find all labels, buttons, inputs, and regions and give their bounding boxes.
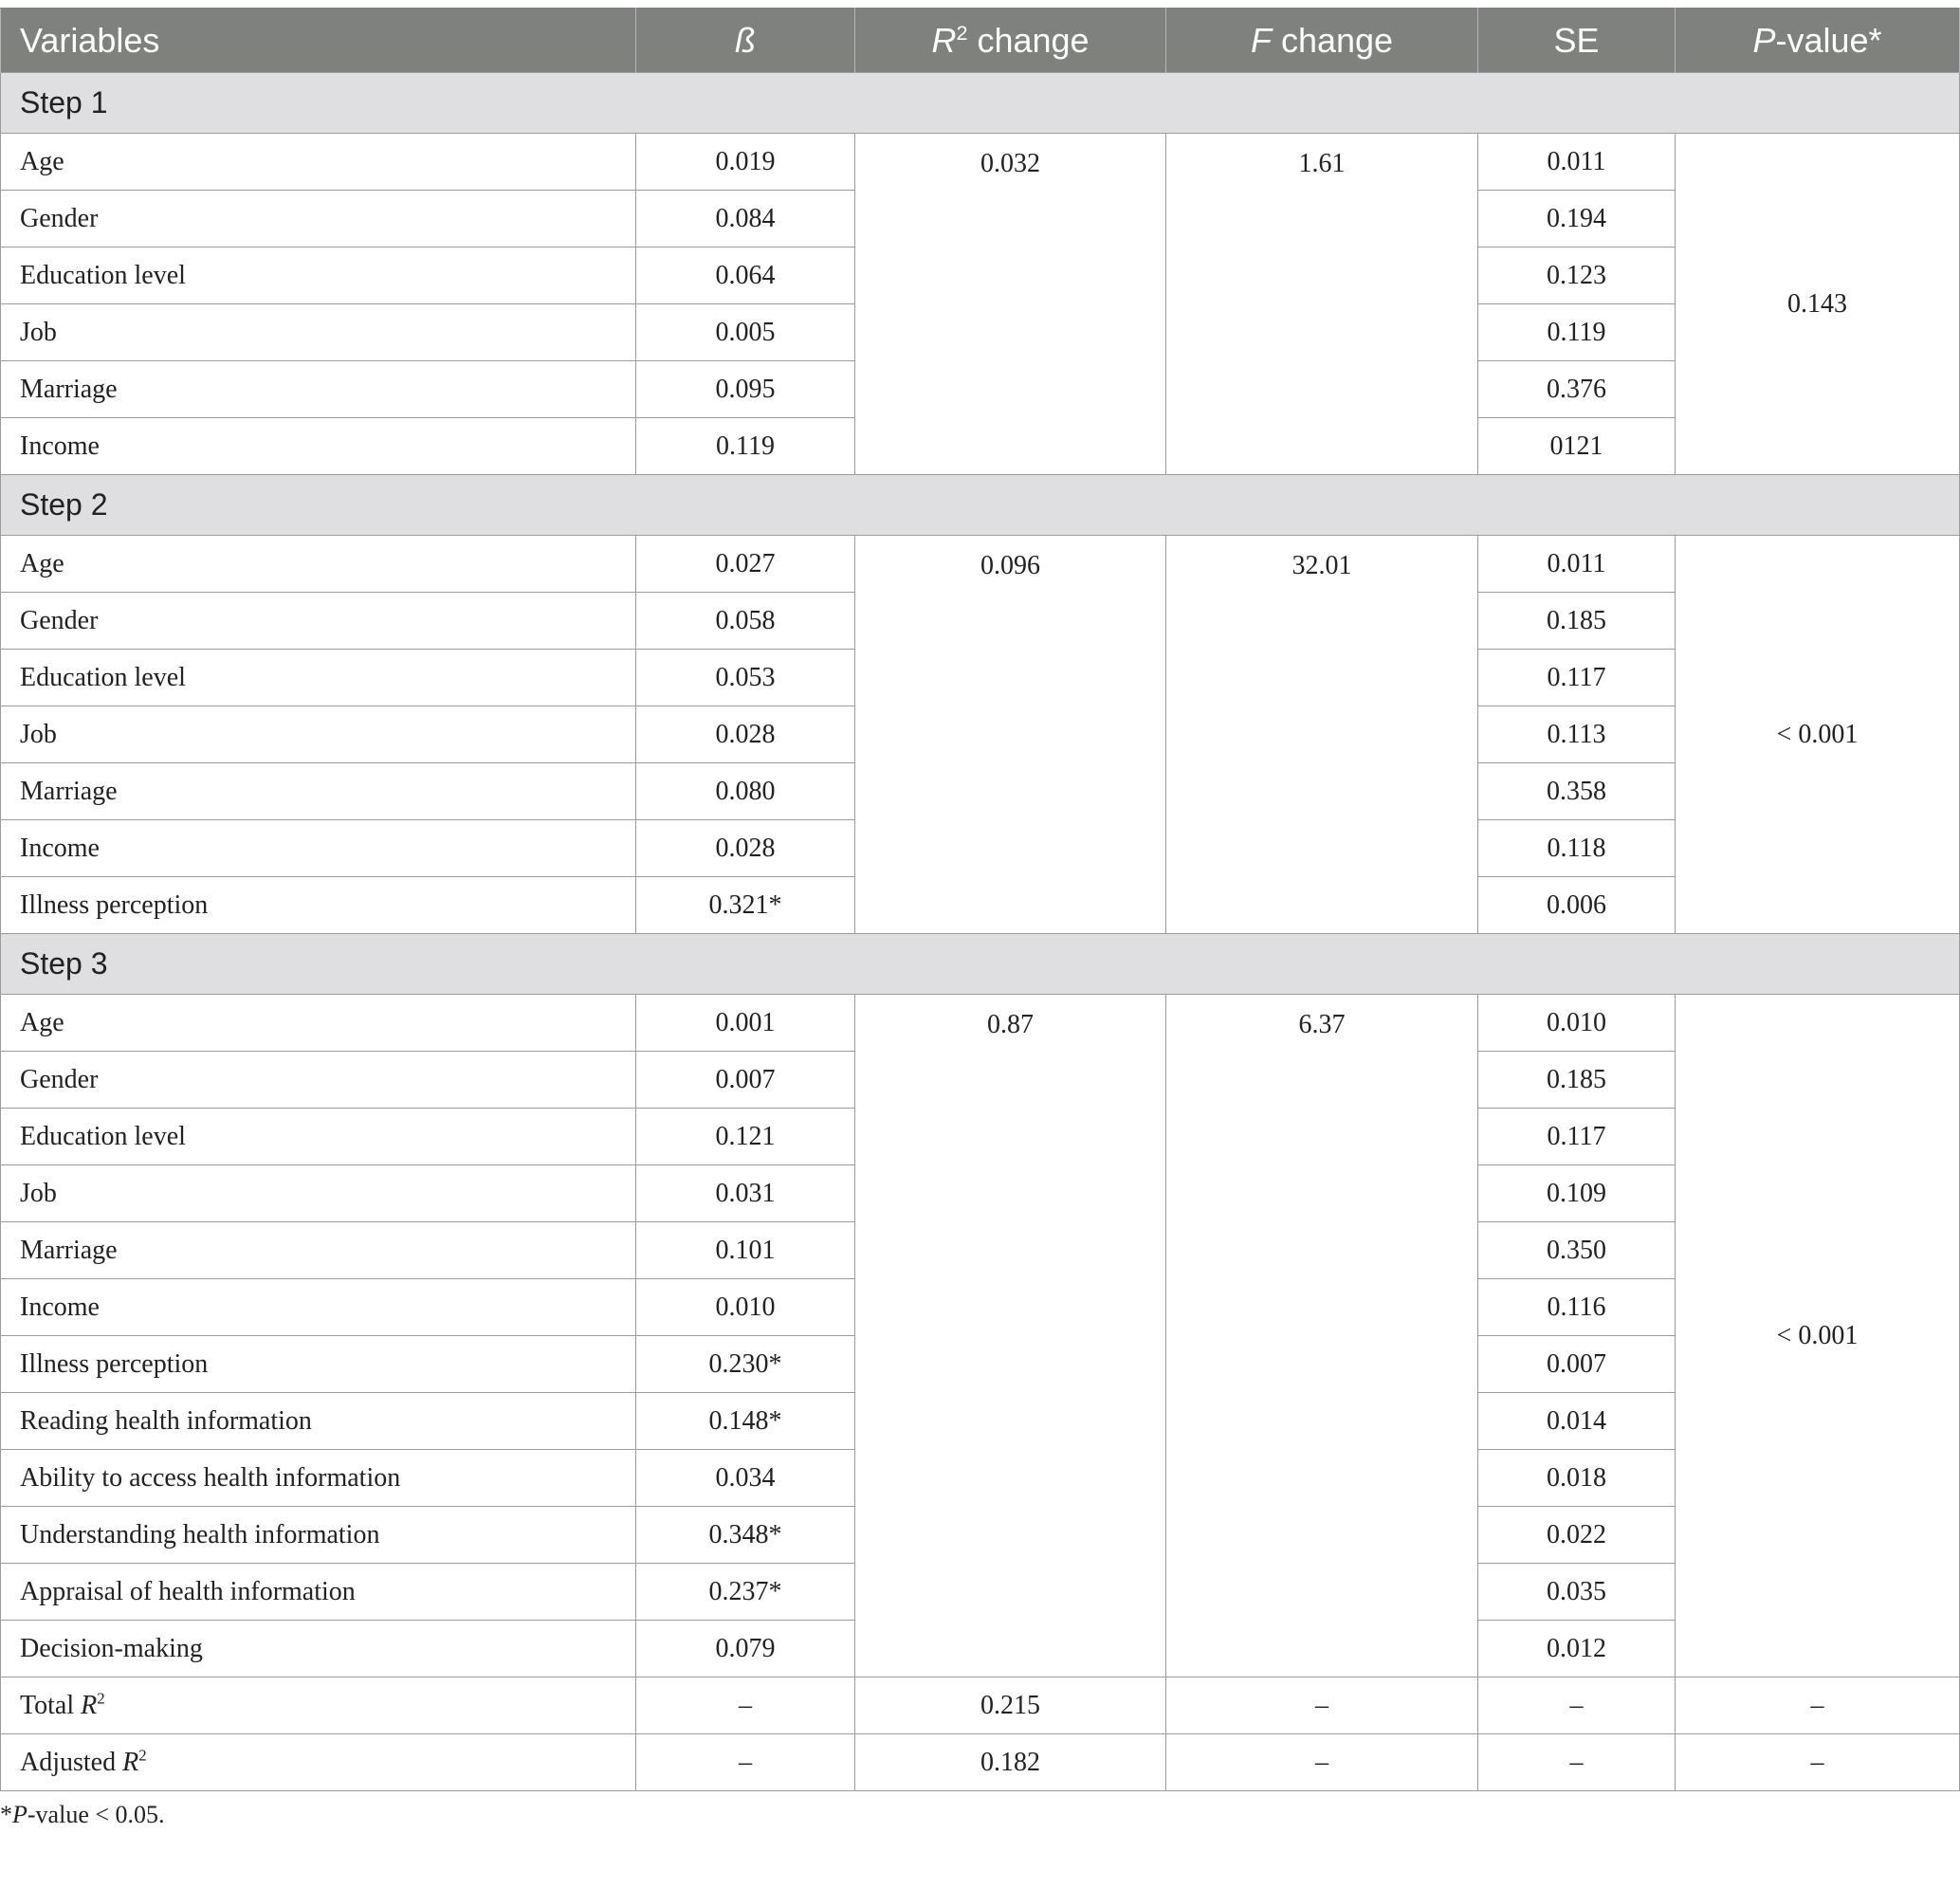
variable-name: Marriage [1, 1222, 636, 1279]
se-value: 0.376 [1478, 361, 1676, 418]
header-beta-symbol: ß [735, 20, 756, 60]
se-value: 0121 [1478, 418, 1676, 475]
se-value: 0.350 [1478, 1222, 1676, 1279]
se-value: 0.123 [1478, 247, 1676, 304]
variable-name: Age [1, 536, 636, 593]
table-row [1, 134, 1960, 191]
summary-f-change: – [1166, 1734, 1478, 1791]
step-3-p-value: < 0.001 [1676, 995, 1960, 1677]
variable-name: Education level [1, 1109, 636, 1165]
variable-name: Gender [1, 593, 636, 650]
se-value: 0.022 [1478, 1507, 1676, 1564]
beta-value: 0.321* [636, 877, 855, 934]
variable-name: Understanding health information [1, 1507, 636, 1564]
table-footnote [0, 1801, 1960, 1829]
se-value: 0.185 [1478, 1052, 1676, 1109]
summary-p-value: – [1676, 1677, 1960, 1734]
header-r2-text: change [967, 20, 1090, 60]
se-value: 0.035 [1478, 1564, 1676, 1621]
step-1-label: Step 1 [1, 73, 1960, 134]
step-2-header-row [1, 475, 1960, 536]
se-value: 0.006 [1478, 877, 1676, 934]
variable-name: Education level [1, 247, 636, 304]
se-value: 0.116 [1478, 1279, 1676, 1336]
header-beta [636, 9, 855, 73]
beta-value: 0.348* [636, 1507, 855, 1564]
se-value: 0.012 [1478, 1621, 1676, 1677]
summary-f-change: – [1166, 1677, 1478, 1734]
se-value: 0.117 [1478, 1109, 1676, 1165]
variable-name: Income [1, 418, 636, 475]
summary-label [1, 1734, 636, 1791]
se-value: 0.119 [1478, 304, 1676, 361]
step-3-label: Step 3 [1, 934, 1960, 995]
table-row [1, 536, 1960, 593]
summary-beta: – [636, 1677, 855, 1734]
beta-value: 0.028 [636, 820, 855, 877]
variable-name: Marriage [1, 763, 636, 820]
summary-r2-change: 0.182 [855, 1734, 1166, 1791]
header-r2-superscript: 2 [956, 20, 968, 45]
beta-value: 0.064 [636, 247, 855, 304]
beta-value: 0.148* [636, 1393, 855, 1450]
beta-value: 0.230* [636, 1336, 855, 1393]
beta-value: 0.007 [636, 1052, 855, 1109]
summary-p-value: – [1676, 1734, 1960, 1791]
se-value: 0.358 [1478, 763, 1676, 820]
table-header [1, 9, 1960, 73]
variable-name: Illness perception [1, 877, 636, 934]
variable-name: Illness perception [1, 1336, 636, 1393]
beta-value: 0.084 [636, 191, 855, 247]
summary-row [1, 1677, 1960, 1734]
variable-name: Appraisal of health information [1, 1564, 636, 1621]
variable-name: Reading health information [1, 1393, 636, 1450]
beta-value: 0.101 [636, 1222, 855, 1279]
beta-value: 0.121 [636, 1109, 855, 1165]
step-3-f-change: 6.37 [1166, 995, 1478, 1677]
se-value: 0.109 [1478, 1165, 1676, 1222]
variable-name: Job [1, 1165, 636, 1222]
footnote-star: * [0, 1801, 12, 1828]
summary-label-symbol: R [81, 1690, 98, 1720]
summary-label-superscript: 2 [138, 1746, 147, 1765]
header-f-change [1166, 9, 1478, 73]
beta-value: 0.028 [636, 706, 855, 763]
step-3-header-row [1, 934, 1960, 995]
step-2-label: Step 2 [1, 475, 1960, 536]
beta-value: 0.058 [636, 593, 855, 650]
footnote-text: -value < 0.05. [27, 1801, 165, 1828]
summary-se: – [1478, 1734, 1676, 1791]
variable-name: Job [1, 706, 636, 763]
se-value: 0.117 [1478, 650, 1676, 706]
summary-row [1, 1734, 1960, 1791]
se-value: 0.018 [1478, 1450, 1676, 1507]
variable-name: Job [1, 304, 636, 361]
se-value: 0.014 [1478, 1393, 1676, 1450]
regression-table-container [0, 8, 1960, 1829]
beta-value: 0.080 [636, 763, 855, 820]
variable-name: Decision-making [1, 1621, 636, 1677]
beta-value: 0.005 [636, 304, 855, 361]
summary-label-symbol: R [122, 1747, 139, 1777]
summary-se: – [1478, 1677, 1676, 1734]
step-2-p-value: < 0.001 [1676, 536, 1960, 934]
variable-name: Education level [1, 650, 636, 706]
step-1-p-value: 0.143 [1676, 134, 1960, 475]
beta-value: 0.010 [636, 1279, 855, 1336]
se-value: 0.007 [1478, 1336, 1676, 1393]
header-f-symbol: F [1250, 20, 1272, 60]
summary-r2-change: 0.215 [855, 1677, 1166, 1734]
beta-value: 0.095 [636, 361, 855, 418]
beta-value: 0.053 [636, 650, 855, 706]
se-value: 0.118 [1478, 820, 1676, 877]
summary-label-superscript: 2 [97, 1689, 105, 1708]
variable-name: Gender [1, 1052, 636, 1109]
step-2-r2-change: 0.096 [855, 536, 1166, 934]
variable-name: Income [1, 1279, 636, 1336]
header-r2-symbol: R [931, 20, 957, 60]
step-3-r2-change: 0.87 [855, 995, 1166, 1677]
beta-value: 0.079 [636, 1621, 855, 1677]
hierarchical-regression-table [0, 8, 1960, 1791]
variable-name: Marriage [1, 361, 636, 418]
header-f-text: change [1271, 20, 1394, 60]
beta-value: 0.031 [636, 1165, 855, 1222]
beta-value: 0.027 [636, 536, 855, 593]
se-value: 0.185 [1478, 593, 1676, 650]
summary-label [1, 1677, 636, 1734]
step-1-f-change: 1.61 [1166, 134, 1478, 475]
step-1-header-row [1, 73, 1960, 134]
se-value: 0.011 [1478, 134, 1676, 191]
variable-name: Gender [1, 191, 636, 247]
se-value: 0.113 [1478, 706, 1676, 763]
header-se: SE [1478, 9, 1676, 73]
beta-value: 0.034 [636, 1450, 855, 1507]
table-body [1, 73, 1960, 1791]
header-r2-change [855, 9, 1166, 73]
step-1-r2-change: 0.032 [855, 134, 1166, 475]
summary-label-text: Adjusted [20, 1747, 123, 1777]
summary-label-text: Total [20, 1690, 82, 1720]
se-value: 0.194 [1478, 191, 1676, 247]
header-variables: Variables [1, 9, 636, 73]
variable-name: Age [1, 134, 636, 191]
variable-name: Age [1, 995, 636, 1052]
header-p-symbol: P [1752, 20, 1776, 60]
variable-name: Ability to access health information [1, 1450, 636, 1507]
table-row [1, 995, 1960, 1052]
header-p-text: -value* [1775, 20, 1882, 60]
header-row [1, 9, 1960, 73]
beta-value: 0.001 [636, 995, 855, 1052]
beta-value: 0.119 [636, 418, 855, 475]
se-value: 0.010 [1478, 995, 1676, 1052]
step-2-f-change: 32.01 [1166, 536, 1478, 934]
beta-value: 0.237* [636, 1564, 855, 1621]
header-p-value [1676, 9, 1960, 73]
variable-name: Income [1, 820, 636, 877]
beta-value: 0.019 [636, 134, 855, 191]
summary-beta: – [636, 1734, 855, 1791]
footnote-p-symbol: P [12, 1801, 27, 1828]
se-value: 0.011 [1478, 536, 1676, 593]
